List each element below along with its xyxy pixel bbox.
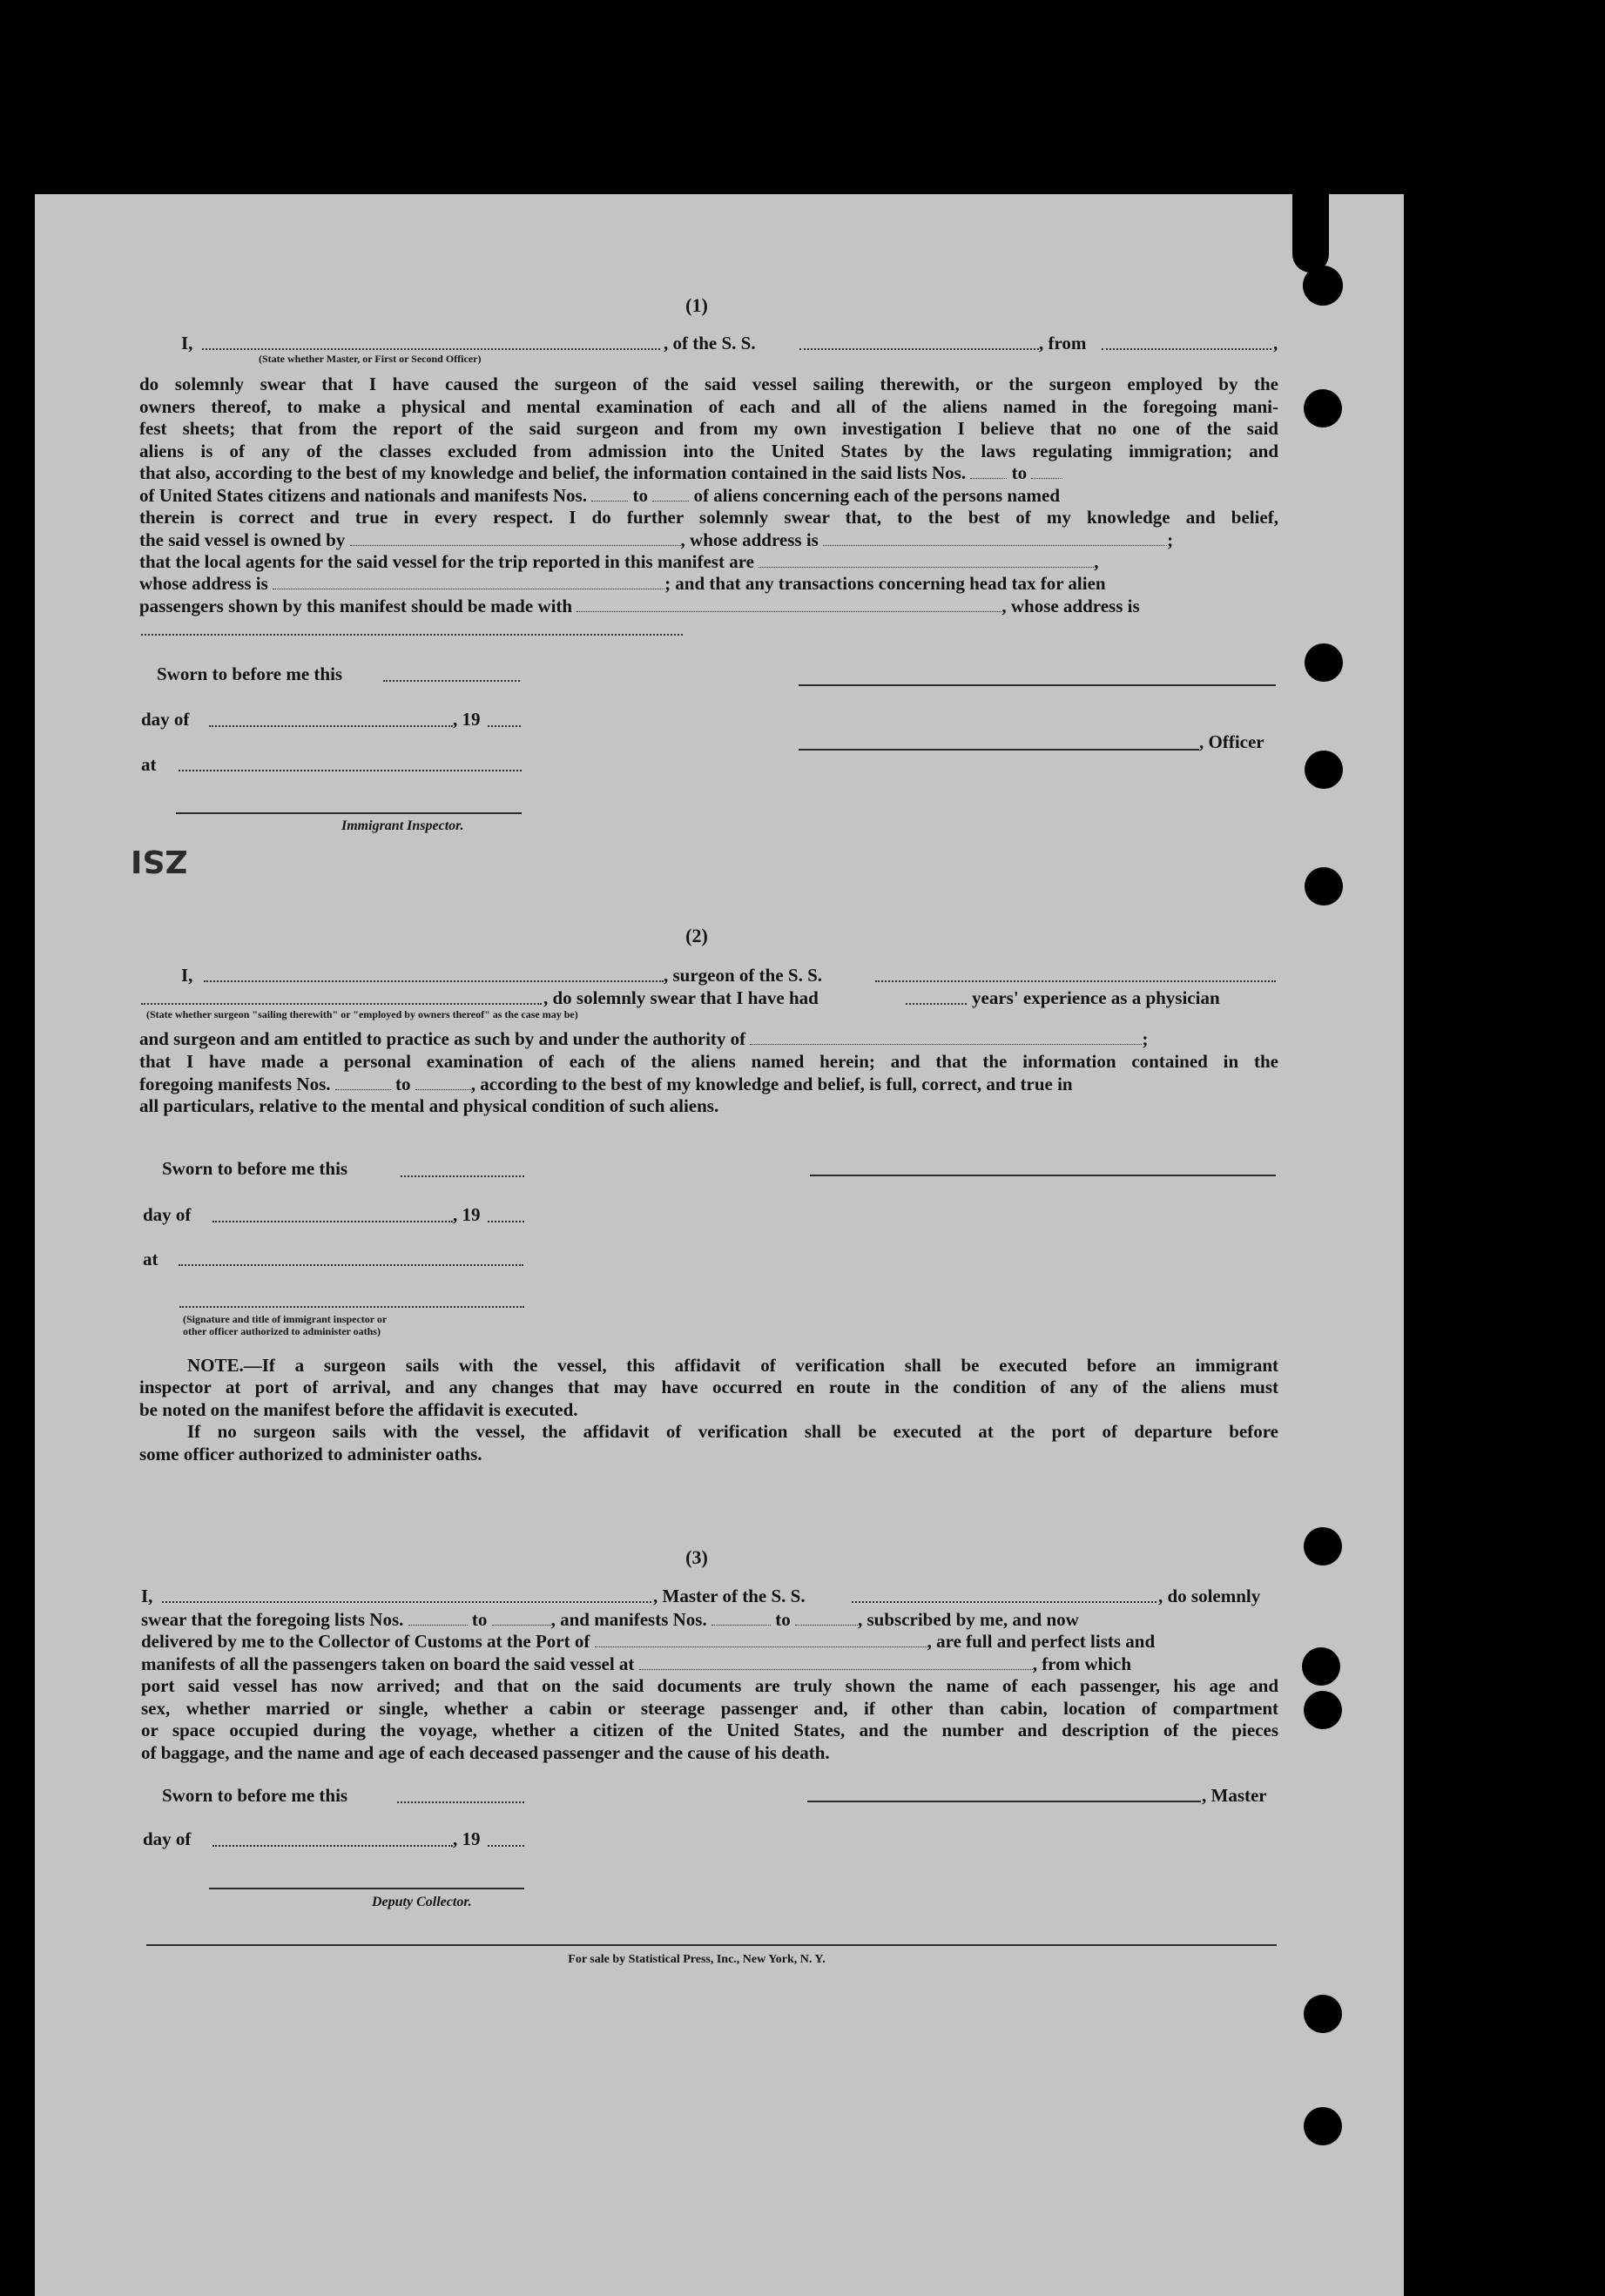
oath-line: , Master of the S. S.: [653, 1586, 806, 1606]
footer-rule: [146, 1944, 1277, 1946]
sworn-label: Sworn to before me this: [162, 1785, 348, 1806]
sworn-date-line: [383, 680, 520, 682]
body-line: whose address is ; and that any transactions concerning head tax for alien: [139, 573, 1106, 594]
note-line: inspector at port of arrival, and any changes that may have occurred en route in the condition of any of the aliens must: [139, 1377, 1278, 1397]
surgeon-name-line: [204, 980, 664, 982]
body-line: the said vessel is owned by , whose address is ;: [139, 529, 1174, 550]
body-line: manifests of all the passengers taken on board the said vessel at , from which: [141, 1653, 1132, 1674]
body-line: that the local agents for the said vessel for the trip reported in this manifest are ,: [139, 551, 1099, 572]
officer-name-line: [202, 348, 660, 350]
oath-line: , do solemnly: [1158, 1586, 1261, 1606]
officer-note: (State whether Master, or First or Second Officer): [259, 353, 482, 365]
oath-line: I,: [181, 333, 193, 353]
oath-line: years' experience as a physician: [972, 987, 1220, 1008]
surgeon-note: (State whether surgeon "sailing therewith" or "employed by owners thereof" as the case may be): [146, 1008, 578, 1020]
day-label: day of: [141, 709, 190, 730]
year-label: , 19: [453, 709, 481, 730]
body-line: that I have made a personal examination of each of the aliens named herein; and that the information contained in the: [139, 1051, 1278, 1072]
note-line: some officer authorized to administer oaths.: [139, 1444, 482, 1464]
at-line: [179, 770, 522, 771]
sworn-label: Sworn to before me this: [157, 663, 343, 684]
at-label: at: [141, 754, 157, 775]
body-line: do solemnly swear that I have caused the surgeon of the said vessel sailing therewith, or the surgeon employed by the: [139, 374, 1278, 394]
punch-hole: [1304, 2107, 1342, 2145]
body-line: of United States citizens and nationals and manifests Nos. to of aliens concerning each of the persons named: [139, 485, 1061, 506]
punch-hole: [1304, 1691, 1342, 1729]
section-number: (3): [685, 1546, 708, 1568]
punch-hole: [1305, 751, 1343, 789]
inspector-signature-line: [179, 1306, 524, 1308]
punch-hole: [1302, 1647, 1340, 1686]
years-line: [906, 1003, 967, 1005]
oath-line: , of the S. S.: [664, 333, 756, 353]
day-line: [212, 1221, 453, 1222]
section-number: (2): [685, 925, 708, 946]
oath-line: , from: [1039, 333, 1087, 353]
inspector-caption: Immigrant Inspector.: [341, 818, 464, 833]
body-line: owners thereof, to make a physical and mental examination of each and all of the aliens named in the foregoing mani-: [139, 396, 1278, 417]
year-line: [488, 1845, 524, 1847]
oath-line: I,: [181, 965, 193, 986]
day-label: day of: [143, 1204, 192, 1225]
collector-caption: Deputy Collector.: [372, 1895, 472, 1909]
oath-line: , do solemnly swear that I have had: [543, 987, 819, 1008]
year-label: , 19: [453, 1828, 481, 1849]
punch-hole: [1305, 867, 1343, 906]
printer-footer: For sale by Statistical Press, Inc., New York, N. Y.: [568, 1953, 826, 1966]
note-line: be noted on the manifest before the affidavit is executed.: [139, 1399, 578, 1420]
year-line: [488, 1221, 524, 1222]
inspector-signature-line: [176, 812, 522, 814]
punch-hole: [1305, 643, 1343, 682]
officer-signature-line: [799, 749, 1199, 751]
note-line: If no surgeon sails with the vessel, the affidavit of verification shall be executed at the port of departure before: [187, 1421, 1278, 1442]
signature-note: other officer authorized to administer oaths): [183, 1325, 381, 1337]
collector-signature-line: [209, 1888, 524, 1889]
from-port-line: [1102, 348, 1271, 350]
section-number: (1): [685, 294, 708, 316]
ship-name-line: [875, 980, 1276, 982]
ship-name-line: [799, 348, 1039, 350]
master-label: , Master: [1202, 1785, 1267, 1806]
body-line: that also, according to the best of my knowledge and belief, the information contained in the said lists Nos. to: [139, 461, 1278, 484]
punch-hole: [1304, 389, 1342, 428]
day-line: [212, 1845, 453, 1847]
at-label: at: [143, 1249, 158, 1269]
body-line: swear that the foregoing lists Nos. to , and manifests Nos. to , subscribed by me, and now: [141, 1609, 1079, 1630]
day-line: [209, 725, 453, 727]
year-label: , 19: [453, 1204, 481, 1225]
ship-name-line: [852, 1601, 1157, 1603]
body-line: aliens is of any of the classes excluded from admission into the United States by the laws regulating immigration; and: [139, 441, 1278, 461]
year-line: [488, 725, 521, 727]
officer-label: , Officer: [1199, 731, 1264, 752]
sworn-date-line: [401, 1175, 524, 1177]
oath-line: ,: [1273, 333, 1278, 353]
body-line: therein is correct and true in every respect. I do further solemnly swear that, to the best of my knowledge and belief,: [139, 507, 1278, 528]
officer-signature-line: [799, 684, 1276, 686]
note-line: NOTE.—If a surgeon sails with the vessel, this affidavit of verification shall be executed before an immigrant: [187, 1355, 1278, 1376]
body-line: passengers shown by this manifest should be made with , whose address is: [139, 596, 1140, 616]
oath-line: I,: [141, 1586, 153, 1606]
address-line: [141, 634, 683, 636]
at-line: [179, 1264, 523, 1266]
master-signature-line: [807, 1801, 1201, 1802]
body-line: fest sheets; that from the report of the said surgeon and from my own investigation I believe that no one of the said: [139, 418, 1278, 439]
torn-corner: [1292, 194, 1329, 273]
body-line: and surgeon and am entitled to practice as such by and under the authority of ;: [139, 1028, 1149, 1049]
master-name-line: [162, 1601, 651, 1603]
signature-note: (Signature and title of immigrant inspector or: [183, 1313, 388, 1325]
body-line: or space occupied during the voyage, whether a citizen of the United States, and the number and description of the pieces: [141, 1720, 1278, 1741]
sworn-label: Sworn to before me this: [162, 1158, 348, 1179]
sworn-date-line: [397, 1801, 524, 1803]
body-line: sex, whether married or single, whether a cabin or steerage passenger and, if other than cabin, location of compartment: [141, 1698, 1278, 1719]
stamp-mark: ZSI: [131, 843, 188, 879]
punch-hole: [1304, 1995, 1342, 2033]
oath-line: , surgeon of the S. S.: [664, 965, 823, 986]
surgeon-signature-line: [810, 1175, 1276, 1176]
body-line: foregoing manifests Nos. to , according to the best of my knowledge and belief, is full, correct, and true in: [139, 1074, 1073, 1094]
body-line: all particulars, relative to the mental and physical condition of such aliens.: [139, 1095, 719, 1116]
body-line: of baggage, and the name and age of each deceased passenger and the cause of his death.: [141, 1742, 830, 1763]
surgeon-status-line: [141, 1003, 542, 1005]
body-line: delivered by me to the Collector of Customs at the Port of , are full and perfect lists and: [141, 1631, 1156, 1652]
day-label: day of: [143, 1828, 192, 1849]
body-line: port said vessel has now arrived; and that on the said documents are truly shown the name of each passenger, his age and: [141, 1675, 1278, 1696]
